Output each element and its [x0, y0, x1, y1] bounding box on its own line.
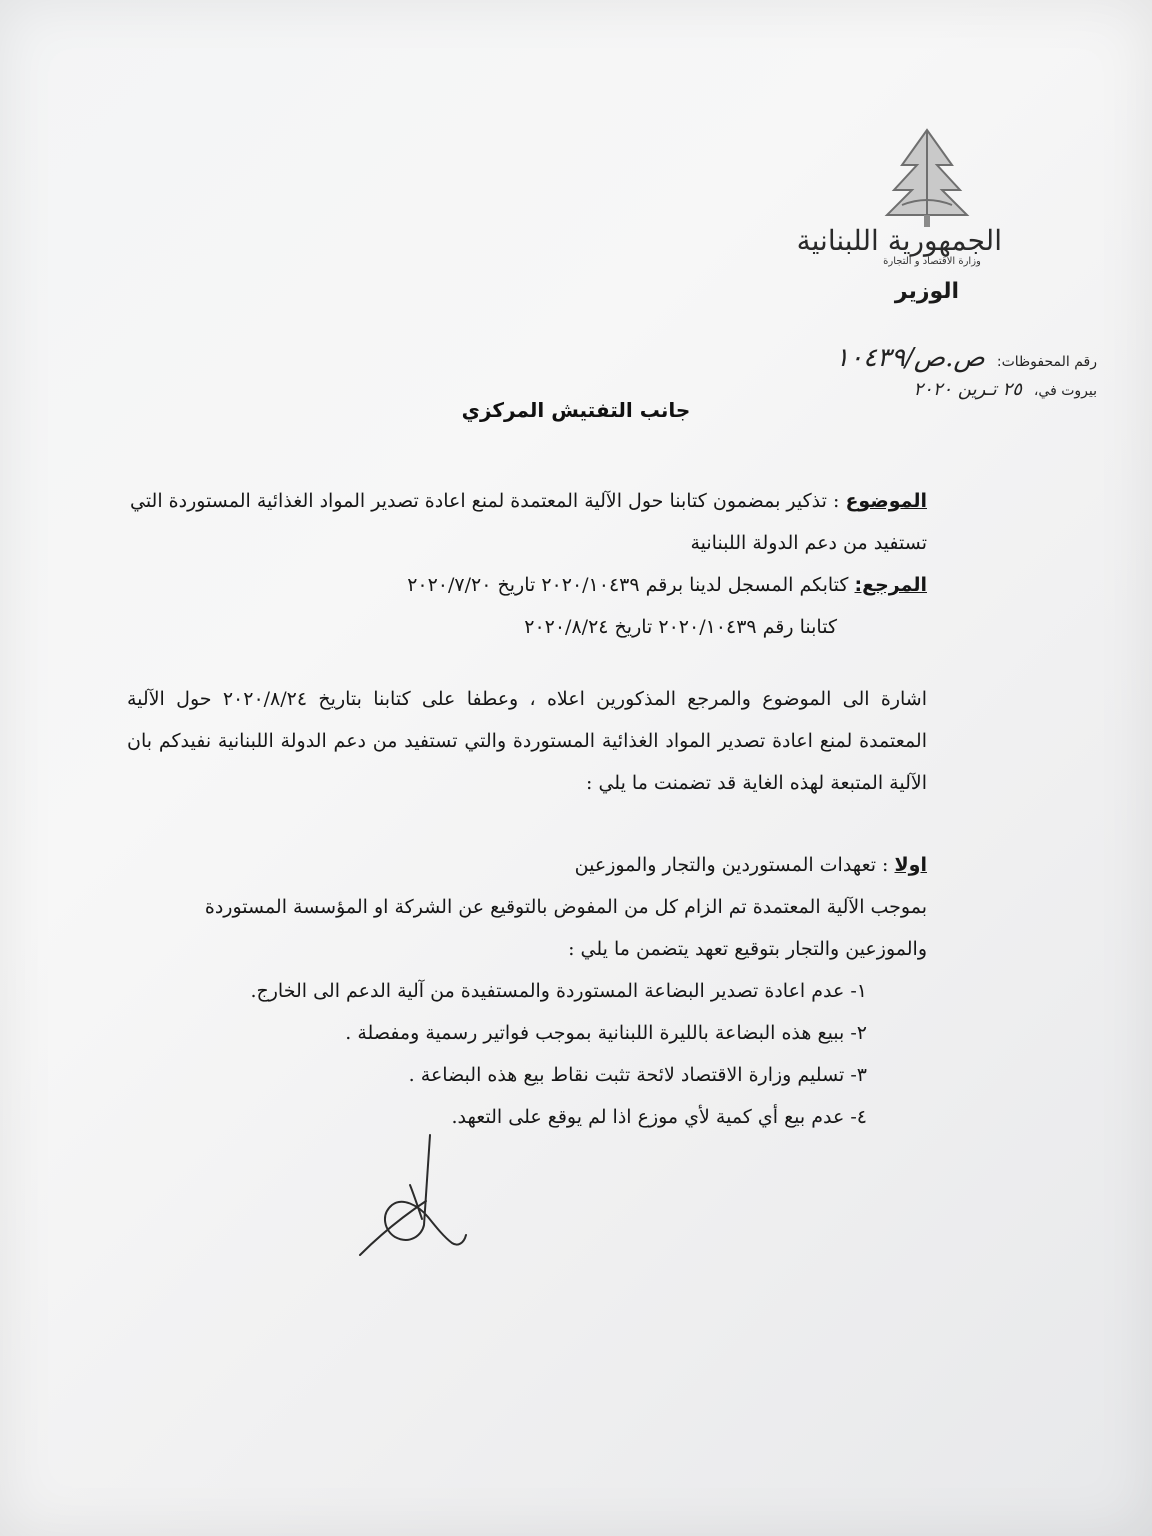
- republic-name: الجمهورية اللبنانية: [796, 224, 1002, 257]
- place-label: بيروت في،: [1033, 383, 1097, 399]
- section-1-intro: بموجب الآلية المعتمدة تم الزام كل من المفوض بالتوقيع عن الشركة او المؤسسة المستوردة والموزعين والتجار بتوقيع تعهد يتضمن ما يلي :: [204, 896, 927, 960]
- main-paragraph: اشارة الى الموضوع والمرجع المذكورين اعلاه ، وعطفا على كتابنا بتاريخ ٢٠٢٠/٨/٢٤ حول الآلية المعتمدة لمنع اعادة تصدير المواد الغذائية المستوردة والتي تستفيد من دعم الدولة اللبنانية نفيدكم بان الآلية المتبعة لهذه الغاية قد تضمنت ما يلي :: [127, 688, 927, 794]
- recipient-line: جانب التفتيش المركزي: [461, 398, 691, 422]
- subject-label: الموضوع: [845, 490, 927, 512]
- reference-line-2: كتابنا رقم ٢٠٢٠/١٠٤٣٩ تاريخ ٢٠٢٠/٨/٢٤: [524, 616, 837, 638]
- list-item: ٢- ببيع هذه البضاعة بالليرة اللبنانية بموجب فواتير رسمية ومفصلة .: [345, 1022, 867, 1044]
- letter-body: [127, 480, 927, 1138]
- date-value: ٢٥ تـرين ٢٠٢٠: [913, 379, 1022, 400]
- archive-number-row: [97, 344, 1097, 376]
- archive-label: رقم المحفوظات:: [996, 354, 1097, 370]
- list-item: ٣- تسليم وزارة الاقتصاد لائحة تثبت نقاط بيع هذه البضاعة .: [408, 1064, 867, 1086]
- minister-title: الوزير: [894, 279, 960, 304]
- section-1-title: : تعهدات المستوردين والتجار والموزعين: [574, 854, 889, 876]
- list-item: ٤- عدم بيع أي كمية لأي موزع اذا لم يوقع على التعهد.: [451, 1106, 867, 1128]
- reference-line-1: كتابكم المسجل لدينا برقم ٢٠٢٠/١٠٤٣٩ تاريخ ٢٠٢٠/٧/٢٠: [407, 574, 849, 596]
- signature-icon: [340, 1125, 480, 1265]
- reference-label: المرجع:: [854, 574, 927, 596]
- section-1-heading: [127, 844, 927, 886]
- cedar-crest-icon: [872, 120, 982, 230]
- reference-section: [127, 564, 927, 606]
- section-1-label: اولا: [894, 854, 927, 876]
- subject-line: [127, 480, 927, 564]
- list-item: ١- عدم اعادة تصدير البضاعة المستوردة والمستفيدة من آلية الدعم الى الخارج.: [250, 980, 867, 1002]
- ministry-name: وزارة الاقتصاد و التجارة: [883, 256, 981, 267]
- subject-text: : تذكير بمضمون كتابنا حول الآلية المعتمدة لمنع اعادة تصدير المواد الغذائية المستوردة التي تستفيد من دعم الدولة اللبنانية: [129, 490, 927, 554]
- commitments-list: [127, 970, 927, 1138]
- archive-number: ص.ص/١٠٤٣٩: [835, 343, 985, 373]
